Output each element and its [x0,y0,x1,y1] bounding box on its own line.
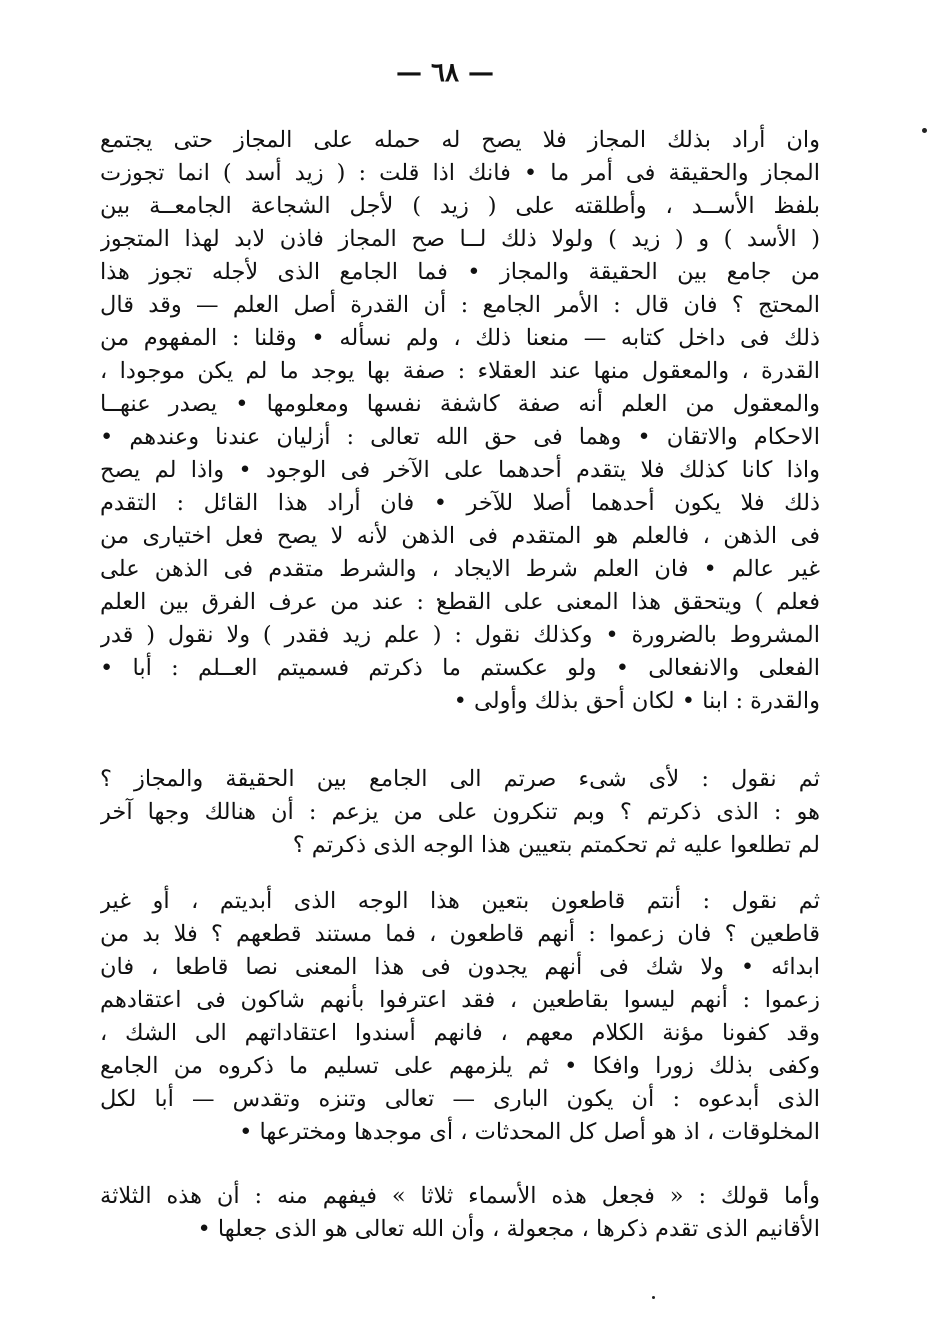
text-line: بلفظ الأســد ، وأطلقته على ( زيد ) لأجل الشجاعة الجامعــة بين [100,193,820,219]
margin-speck [922,128,927,133]
text-line: ( الأسد ) و ( زيد ) ولولا ذلك لــا صح المجاز فاذن لابد لهذا المتجوز [100,226,820,252]
paragraph [100,1180,820,1246]
text-line: الاحكام والاتقان • وهما فى حق الله تعالى : أزليان عندنا وعندهم • [100,424,820,450]
text-line: من جامع بين الحقيقة والمجاز • فما الجامع الذى لأجله تجوز هذا [100,259,820,285]
text-line: قاطعين ؟ فان زعموا : أنهم قاطعون ، فما مستند قطعهم ؟ فلا بد من [100,921,820,947]
margin-speck [652,1296,655,1299]
text-line: زعموا : أنهم ليسوا بقاطعين ، فقد اعترفوا بأنهم شاكون فى اعتقادهم [100,987,820,1013]
paragraph [100,763,820,862]
text-line: وأما قولك : « فجعل هذه الأسماء ثلاثا » فيفهم منه : أن هذه الثلاثة [100,1183,820,1209]
text-line: فى الذهن ، فالعلم هو المتقدم فى الذهن لأنه لا يصح فعل اختيارى من [100,523,820,549]
text-line: لم تطلعوا عليه ثم تحكمتم بتعيين هذا الوجه الذى ذكرتم ؟ [292,832,820,858]
text-line: هو : الذى ذكرتم ؟ وبم تنكرون على من يزعم : أن هنالك وجها آخر [100,799,820,825]
text-line: والقدرة : ابنا • لكان أحق بذلك وأولى • [453,688,820,714]
text-line: ذلك فلا يكون أحدهما أصلا للآخر • فان أراد هذا القائل : التقدم [100,490,820,516]
text-line: والمعقول من العلم أنه صفة كاشفة نفسها ومعلومها • يصدر عنهــا [100,391,820,417]
text-line: ثم نقول : لأى شىء صرتم الى الجامع بين الحقيقة والمجاز ؟ [100,766,820,792]
text-line: واذا كانا كذلك فلا يتقدم أحدهما على الآخر فى الوجود • واذا لم يصح [100,457,820,483]
text-line: القدرة ، والمعقول منها عند العقلاء : صفة بها يوجد ما لم يكن موجودا ، [100,358,820,384]
text-line: وان أراد بذلك المجاز فلا يصح له حمله على المجاز حتى يجتمع [100,127,820,153]
paragraph [100,885,820,1149]
text-line: المجاز والحقيقة فى أمر ما • فانك اذا قلت : ( زيد أسد ) انما تجوزت [100,160,820,186]
text-line: غير عالم • فان العلم شرط الايجاد ، والشرط متقدم فى الذهن على [100,556,820,582]
text-line: ابدائه • ولا شك فى أنهم يجدون فى هذا المعنى نصا قاطعا ، فان [100,954,820,980]
text-line: وقد كفونا مؤنة الكلام معهم ، فانهم أسندوا اعتقاداتهم الى الشك ، [100,1020,820,1046]
text-line: المحتج ؟ فان قال : الأمر الجامع : أن القدرة أصل العلم — وقد قال [100,292,820,318]
text-line: ذلك فى داخل كتابه — منعنا ذلك ، ولم نسأله • وقلنا : المفهوم من [100,325,820,351]
text-line: الذى أبدعوه : أن يكون البارى — تعالى وتنزه وتقدس — أبا لكل [100,1086,820,1112]
text-line: وكفى بذلك زورا وافكا • ثم يلزمهم على تسليم ما ذكروه من الجامع [100,1053,820,1079]
text-line: ثم نقول : أنتم قاطعون بتعين هذا الوجه الذى أبديتم ، أو غير [100,888,820,914]
text-line: المخلوقات ، اذ هو أصل كل المحدثات ، أى موجدها ومخترعها • [239,1119,820,1145]
text-line: فعلم ) ويتحقق هذا المعنى على القطع : عند من عرف الفرق بين العلم [100,589,820,615]
text-line: الأقانيم الذى تقدم ذكرها ، مجعولة ، وأن الله تعالى هو الذى جعلها • [197,1216,820,1242]
paragraph [100,124,820,718]
text-line: الفعلى والانفعالى • ولو عكستم ما ذكرتم فسميتم العــلم : أبا • [100,655,820,681]
page-number: — ٦٨ — [395,58,495,88]
text-line: المشروط بالضرورة • وكذلك نقول : ( علم زيد فقدر ) ولا نقول ( قدر [100,622,820,648]
